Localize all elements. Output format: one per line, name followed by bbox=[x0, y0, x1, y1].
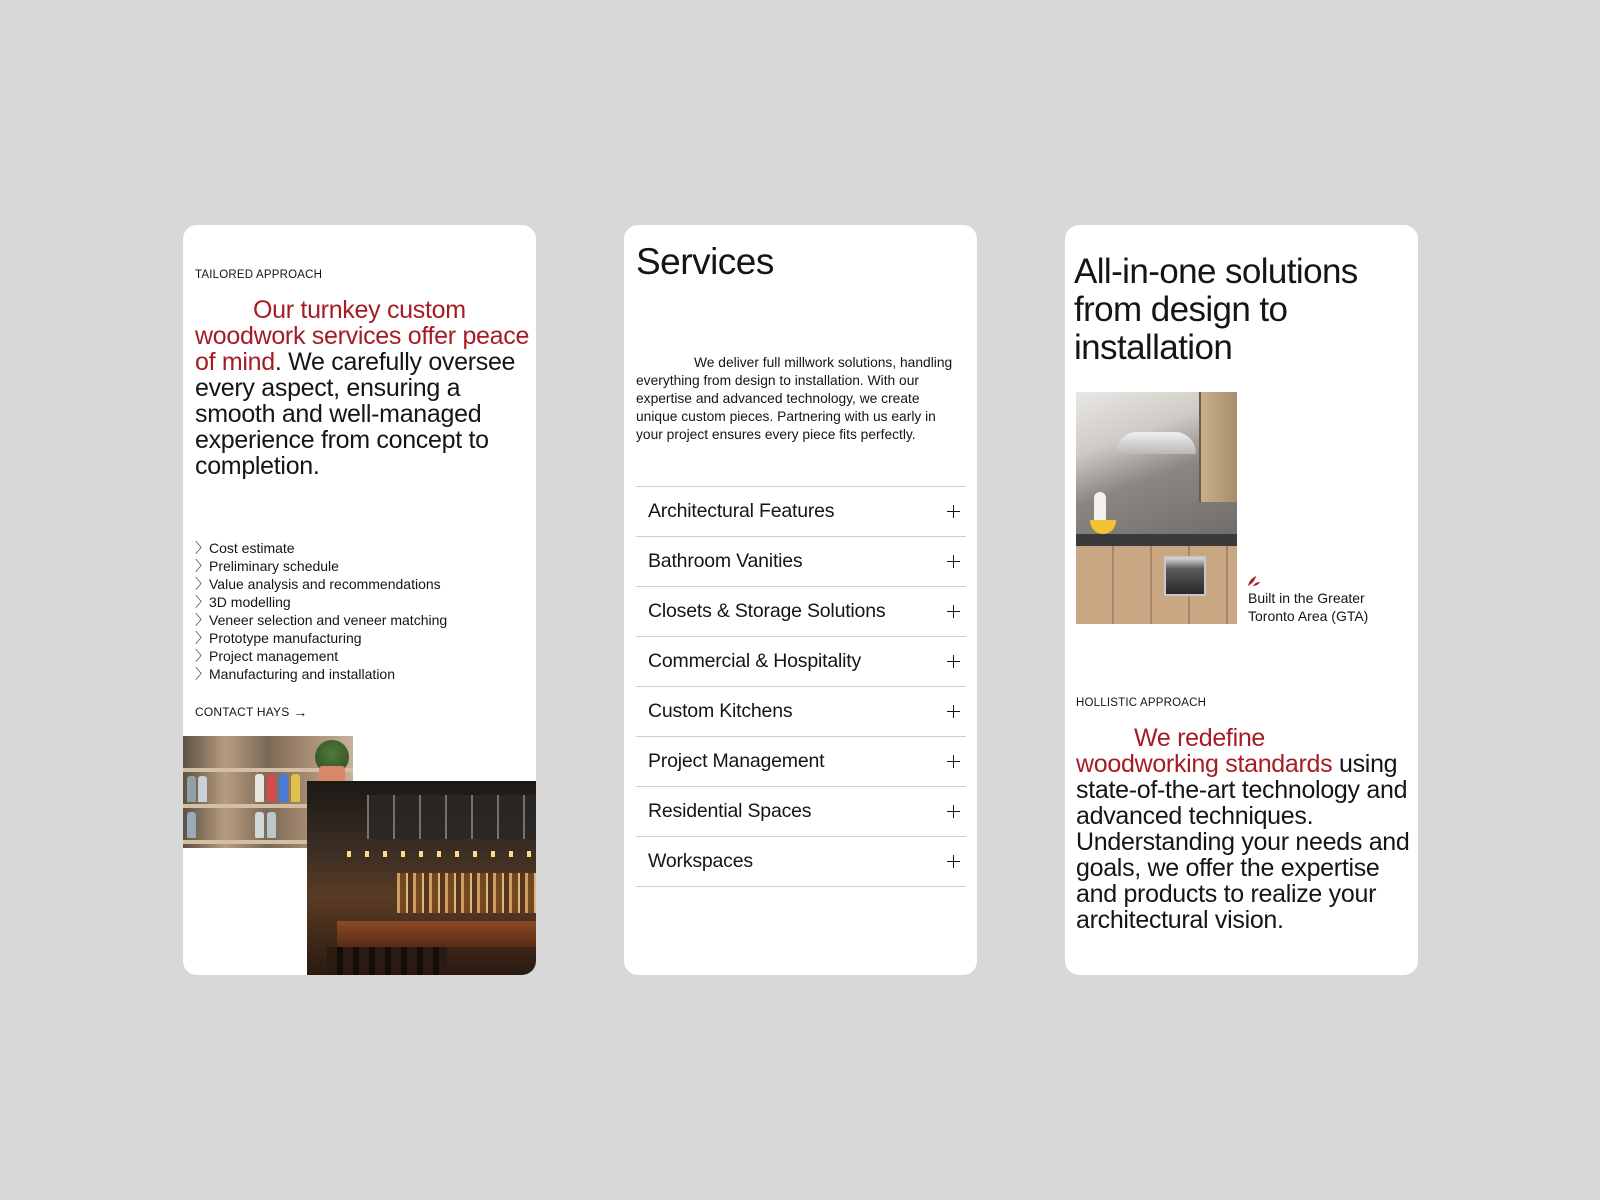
plus-icon[interactable] bbox=[947, 605, 960, 618]
chevron-right-icon: 〉 bbox=[195, 558, 209, 574]
hollistic-approach-lead bbox=[1076, 725, 1411, 933]
services-intro-text: We deliver full millwork solutions, handling everything from design to installation. With our expertise and advanced technology, we create unique custom pieces. Partnering with us early in your project ensures every piece fits perfectly. bbox=[636, 355, 953, 442]
checklist-item bbox=[195, 575, 447, 593]
checklist-item-label: Value analysis and recommendations bbox=[209, 576, 441, 592]
contact-hays-link[interactable] bbox=[195, 704, 308, 720]
checklist-item-label: Cost estimate bbox=[209, 540, 295, 556]
chevron-right-icon: 〉 bbox=[195, 666, 209, 682]
contact-hays-label: CONTACT HAYS bbox=[195, 705, 290, 719]
checklist-item bbox=[195, 665, 447, 683]
maple-leaf-icon bbox=[1247, 575, 1261, 587]
service-accordion-item[interactable] bbox=[636, 587, 966, 637]
bar-interior-photo bbox=[307, 781, 536, 975]
services-card bbox=[624, 225, 977, 975]
chevron-right-icon: 〉 bbox=[195, 612, 209, 628]
service-accordion-item[interactable] bbox=[636, 537, 966, 587]
all-in-one-card bbox=[1065, 225, 1418, 975]
plus-icon[interactable] bbox=[947, 755, 960, 768]
service-accordion-label: Architectural Features bbox=[648, 500, 835, 522]
checklist-item-label: Project management bbox=[209, 648, 339, 664]
service-accordion-label: Commercial & Hospitality bbox=[648, 650, 862, 672]
services-title: Services bbox=[636, 241, 774, 282]
checklist-item-label: Prototype manufacturing bbox=[209, 630, 362, 646]
service-accordion-label: Custom Kitchens bbox=[648, 700, 793, 722]
services-checklist bbox=[195, 539, 447, 683]
services-intro bbox=[636, 354, 961, 444]
plus-icon[interactable] bbox=[947, 805, 960, 818]
checklist-item bbox=[195, 593, 447, 611]
plus-icon[interactable] bbox=[947, 705, 960, 718]
checklist-item-label: Preliminary schedule bbox=[209, 558, 339, 574]
service-accordion-item[interactable] bbox=[636, 837, 966, 887]
plus-icon[interactable] bbox=[947, 655, 960, 668]
checklist-item-label: 3D modelling bbox=[209, 594, 291, 610]
chevron-right-icon: 〉 bbox=[195, 630, 209, 646]
checklist-item-label: Veneer selection and veneer matching bbox=[209, 612, 448, 628]
service-accordion-label: Workspaces bbox=[648, 850, 753, 872]
service-accordion-label: Residential Spaces bbox=[648, 800, 812, 822]
plus-icon[interactable] bbox=[947, 855, 960, 868]
service-accordion-item[interactable] bbox=[636, 737, 966, 787]
hollistic-approach-eyebrow: HOLLISTIC APPROACH bbox=[1076, 697, 1207, 709]
service-accordion-label: Closets & Storage Solutions bbox=[648, 600, 886, 622]
plus-icon[interactable] bbox=[947, 505, 960, 518]
plus-icon[interactable] bbox=[947, 555, 960, 568]
checklist-item bbox=[195, 629, 447, 647]
arrow-right-icon: → bbox=[293, 704, 308, 720]
chevron-right-icon: 〉 bbox=[195, 648, 209, 664]
lead-accent-text: Our turnkey custom woodwork services offer peace of mind bbox=[195, 296, 530, 376]
checklist-item bbox=[195, 539, 447, 557]
checklist-item bbox=[195, 557, 447, 575]
tailored-approach-eyebrow: TAILORED APPROACH bbox=[195, 269, 323, 281]
chevron-right-icon: 〉 bbox=[195, 594, 209, 610]
service-accordion-item[interactable] bbox=[636, 787, 966, 837]
checklist-item bbox=[195, 611, 447, 629]
service-accordion-label: Project Management bbox=[648, 750, 825, 772]
service-accordion-item[interactable] bbox=[636, 687, 966, 737]
checklist-item bbox=[195, 647, 447, 665]
tailored-approach-card bbox=[183, 225, 536, 975]
chevron-right-icon: 〉 bbox=[195, 540, 209, 556]
checklist-item-label: Manufacturing and installation bbox=[209, 666, 396, 682]
service-accordion-item[interactable] bbox=[636, 637, 966, 687]
tailored-approach-lead bbox=[195, 297, 530, 479]
all-in-one-title: All-in-one solutions from design to installation bbox=[1074, 252, 1358, 367]
service-accordion-item[interactable] bbox=[636, 487, 966, 537]
chevron-right-icon: 〉 bbox=[195, 576, 209, 592]
services-accordion bbox=[636, 486, 966, 887]
lead-rest-text: . We carefully oversee every aspect, ensuring a smooth and well-managed experience from concept to completion. bbox=[195, 348, 516, 480]
service-accordion-label: Bathroom Vanities bbox=[648, 550, 803, 572]
lead-accent-text: We redefine woodworking standards bbox=[1076, 724, 1333, 778]
kitchen-photo bbox=[1076, 392, 1237, 624]
built-in-gta-text: Built in the Greater Toronto Area (GTA) bbox=[1248, 590, 1369, 624]
lead-rest-text: using state-of-the-art technology and advanced techniques. Understanding your needs and goals, we offer the expertise and products to realize your architectural vision. bbox=[1076, 750, 1410, 934]
